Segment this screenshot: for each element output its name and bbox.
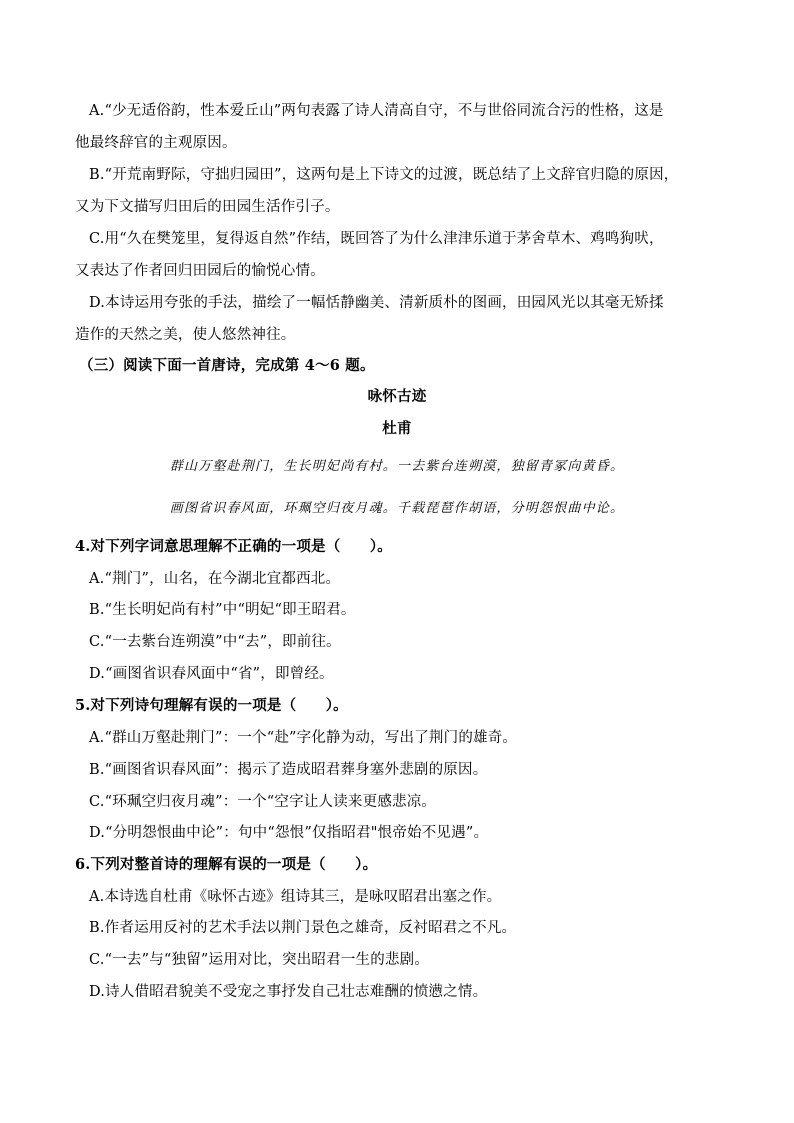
poem-line-2: 画图省识春风面，环珮空归夜月魂。千载琵琶作胡语，分明怨恨曲中论。 [169,501,625,516]
option-a-line2: 他最终辞官的主观原因。 [75,135,237,151]
q6-option-b: B.作者运用反衬的艺术手法以荆门景色之雄奇，反衬昭君之不凡。 [89,920,517,936]
question-6-stem: 6.下列对整首诗的理解有误的一项是（ ）。 [75,856,378,873]
option-b-line1: B.“开荒南野际，守拙归园田”，这两句是上下诗文的过渡，既总结了上文辞官归隐的原因， [89,167,679,183]
section-heading: （三）阅读下面一首唐诗，完成第 4～6 题。 [79,357,375,374]
poem-line-1: 群山万壑赴荆门，生长明妃尚有村。一去紫台连朔漠，独留青冢向黄昏。 [169,459,625,474]
q6-option-d: D.诗人借昭君貌美不受宠之事抒发自己壮志难酬的愤懑之情。 [89,984,488,1000]
q6-option-a: A.本诗选自杜甫《咏怀古迹》组诗其三，是咏叹昭君出塞之作。 [89,889,502,905]
question-5-stem: 5.对下列诗句理解有误的一项是（ ）。 [75,697,348,714]
q5-option-a: A.“群山万壑赴荆门”：一个“赴”字化静为动，写出了荆门的雄奇。 [89,730,518,746]
q5-option-d: D.“分明怨恨曲中论”：句中“怨恨”仅指昭君"恨帝始不见遇”。 [89,825,489,841]
question-4-stem: 4.对下列字词意思理解不正确的一项是（ ）。 [75,538,392,555]
option-d-line2: 造作的天然之美，使人悠然神往。 [75,327,296,343]
option-c-line2: 又表达了作者回归田园后的愉悦心情。 [75,263,325,279]
poem-title: 咏怀古迹 [367,388,427,405]
option-b-line2: 又为下文描写归田后的田园生活作引子。 [75,199,340,215]
q5-option-b: B.“画图省识春风面”：揭示了造成昭君葬身塞外悲剧的原因。 [89,762,488,778]
option-c-line1: C.用“久在樊笼里，复得返自然”作结，既回答了为什么津津乐道于茅舍草木、鸡鸣狗吠， [89,231,664,247]
q4-option-a: A.“荆门”，山名，在今湖北宜都西北。 [89,571,341,587]
q4-option-d: D.“画图省识春风面中“省”，即曾经。 [89,666,334,682]
q4-option-b: B.“生长明妃尚有村”中“明妃“即王昭君。 [89,602,356,618]
q4-option-c: C.“一去紫台连朔漠”中“去”，即前往。 [89,634,341,650]
option-d-line1: D.本诗运用夸张的手法，描绘了一幅恬静幽美、清新质朴的图画，田园风光以其毫无矫揉 [89,295,664,311]
q6-option-c: C.“一去”与“独留”运用对比，突出昭君一生的悲剧。 [89,952,430,968]
option-a-line1: A.“少无适俗韵，性本爱丘山”两句表露了诗人清高自守，不与世俗同流合污的性格，这是 [89,103,664,119]
poem-author: 杜甫 [382,420,412,437]
q5-option-c: C.“环珮空归夜月魂”：一个“空字让人读来更感悲凉。 [89,794,437,810]
